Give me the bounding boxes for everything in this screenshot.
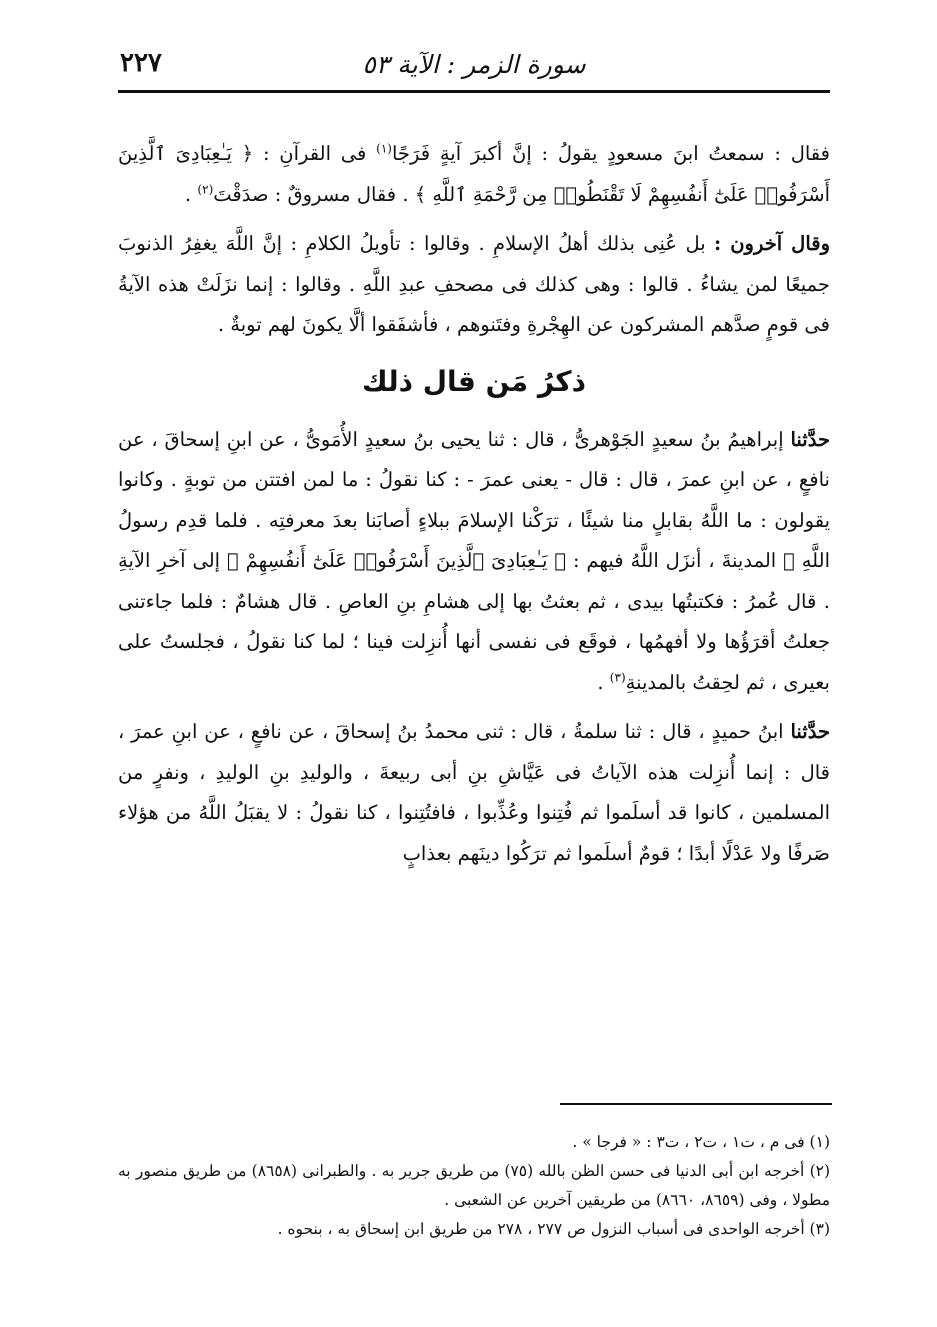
- footnote-divider: [560, 1103, 832, 1105]
- paragraph-1: [118, 134, 830, 215]
- footnote-3: (٣) أخرجه الواحدى فى أسباب النزول ص ٢٧٧ ، ٢٧٨ من طريق ابن إسحاق به ، بنحوه .: [277, 1220, 830, 1238]
- paragraph-2-lead: وقال آخرون :: [714, 232, 830, 255]
- paragraph-3-lead: حدَّثنا: [790, 427, 830, 451]
- footnote-2: (٢) أخرجه ابن أبى الدنيا فى حسن الظن بالله (٧٥) من طريق جرير به . والطبرانى (٨٦٥٨) من طريق منصور به مطولا ، وفى (٨٦٥٩، ٨٦٦٠) من طريقين آخرين عن الشعبى .: [118, 1162, 831, 1209]
- footnote-ref-2: (٢): [197, 182, 214, 196]
- paragraph-3-text: إبراهيمُ بنُ سعيدٍ الجَوْهرىُّ ، قال : ثنا يحيى بنُ سعيدٍ الأُمَوىُّ ، عن ابنِ إسحاقَ ، عن نافعٍ ، عن ابنِ عمرَ ، قال : قال - يعنى عمرَ - : كنا نقولُ : ما لمن افتتن من توبةٍ . وكانوا يقولون : ما اللَّهُ بقابلٍ منا شيئًا ، ترَكْنا الإسلامَ ببلاءٍ أصابَنا بعدَ معرفتِه . فلما قدِم رسولُ اللَّهِ ﷺ المدينةَ ، أنزَل اللَّهُ فيهم : ﴿ يَـٰعِبَادِىَ ٱلَّذِينَ أَسْرَفُوا۟ عَلَىٰٓ أَنفُسِهِمْ ﴾ إلى آخرِ الآيةِ . قال عُمرُ : فكتبتُها بيدى ، ثم بعثتُ بها إلى هشامِ بنِ العاصِ . قال هشامٌ : فلما جاءتنى جعلتُ أقرَؤُها ولا أفهمُها ، فوقَع فى نفسى أنها أُنزِلت فينا ؛ لما كنا نقولُ ، فجلستُ على بعيرى ، ثم لحِقتُ بالمدينةِ: [118, 427, 830, 694]
- paragraph-3-end: .: [597, 670, 610, 694]
- paragraph-2: [118, 224, 830, 346]
- paragraph-4-text: ابنُ حميدٍ ، قال : ثنا سلمةُ ، قال : ثنى محمدُ بنُ إسحاقَ ، عن نافعٍ ، عن ابنِ عمرَ ، قال : إنما أُنزِلت هذه الآياتُ فى عَيَّاشِ بنِ أبى ربيعةَ ، والوليدِ بنِ الوليدِ ، ونفرٍ من المسلمين ، كانوا قد أسلَموا ثم فُتِنوا وعُذِّبوا ، فافتُتِنوا ، كنا نقولُ : لا يقبَلُ اللَّهُ من هؤلاء صَرفًا ولا عَدْلًا أبدًا ؛ قومٌ أسلَموا ثم ترَكُوا دينَهم بعذابٍ: [118, 720, 830, 865]
- running-title: سورة الزمر : الآية ٥٣: [362, 50, 586, 79]
- main-text: [118, 134, 830, 874]
- section-heading: ذكرُ مَن قال ذلك: [362, 364, 586, 398]
- paragraph-1-end: .: [185, 182, 198, 206]
- paragraph-4-lead: حدَّثنا: [790, 720, 830, 743]
- paragraph-4: [118, 712, 830, 874]
- footnote-ref-1: (١): [376, 141, 392, 156]
- paragraph-2-text: بل عُنِى بذلك أهلُ الإسلامِ . وقالوا : تأويلُ الكلامِ : إنَّ اللَّهَ يغفِرُ الذنوبَ جميعًا لمن يشاءُ . قالوا : وهى كذلك فى مصحفِ عبدِ اللَّهِ . وقالوا : إنما نزَلَتْ هذه الآيةُ فى قومٍ صدَّهم المشركون عن الهِجْرةِ وفتَنوهم ، فأشفَقوا ألَّا يكونَ لهم توبةٌ .: [118, 232, 830, 336]
- page-number: ٢٢٧: [120, 48, 162, 78]
- page-header: [118, 40, 830, 93]
- paragraph-1-text-a: فقال : سمعتُ ابنَ مسعودٍ يقولُ : إنَّ أكبرَ آيةٍ فَرَجًا: [391, 142, 830, 165]
- footnote-ref-3: (٣): [609, 670, 626, 684]
- paragraph-1-text-b: فى القرآنِ : ﴿ يَـٰعِبَادِىَ ٱلَّذِينَ أَسْرَفُوا۟ عَلَىٰٓ أَنفُسِهِمْ لَا تَقْنَطُوا۟ مِن رَّحْمَةِ ٱللَّهِ ﴾ . فقال مسروقٌ : صدَقْتَ: [118, 142, 830, 206]
- footnote-1: (١) فى م ، ت١ ، ت٢ ، ت٣ : « فرجا » .: [572, 1133, 830, 1151]
- footnotes: [118, 1128, 830, 1244]
- paragraph-3: [118, 420, 830, 704]
